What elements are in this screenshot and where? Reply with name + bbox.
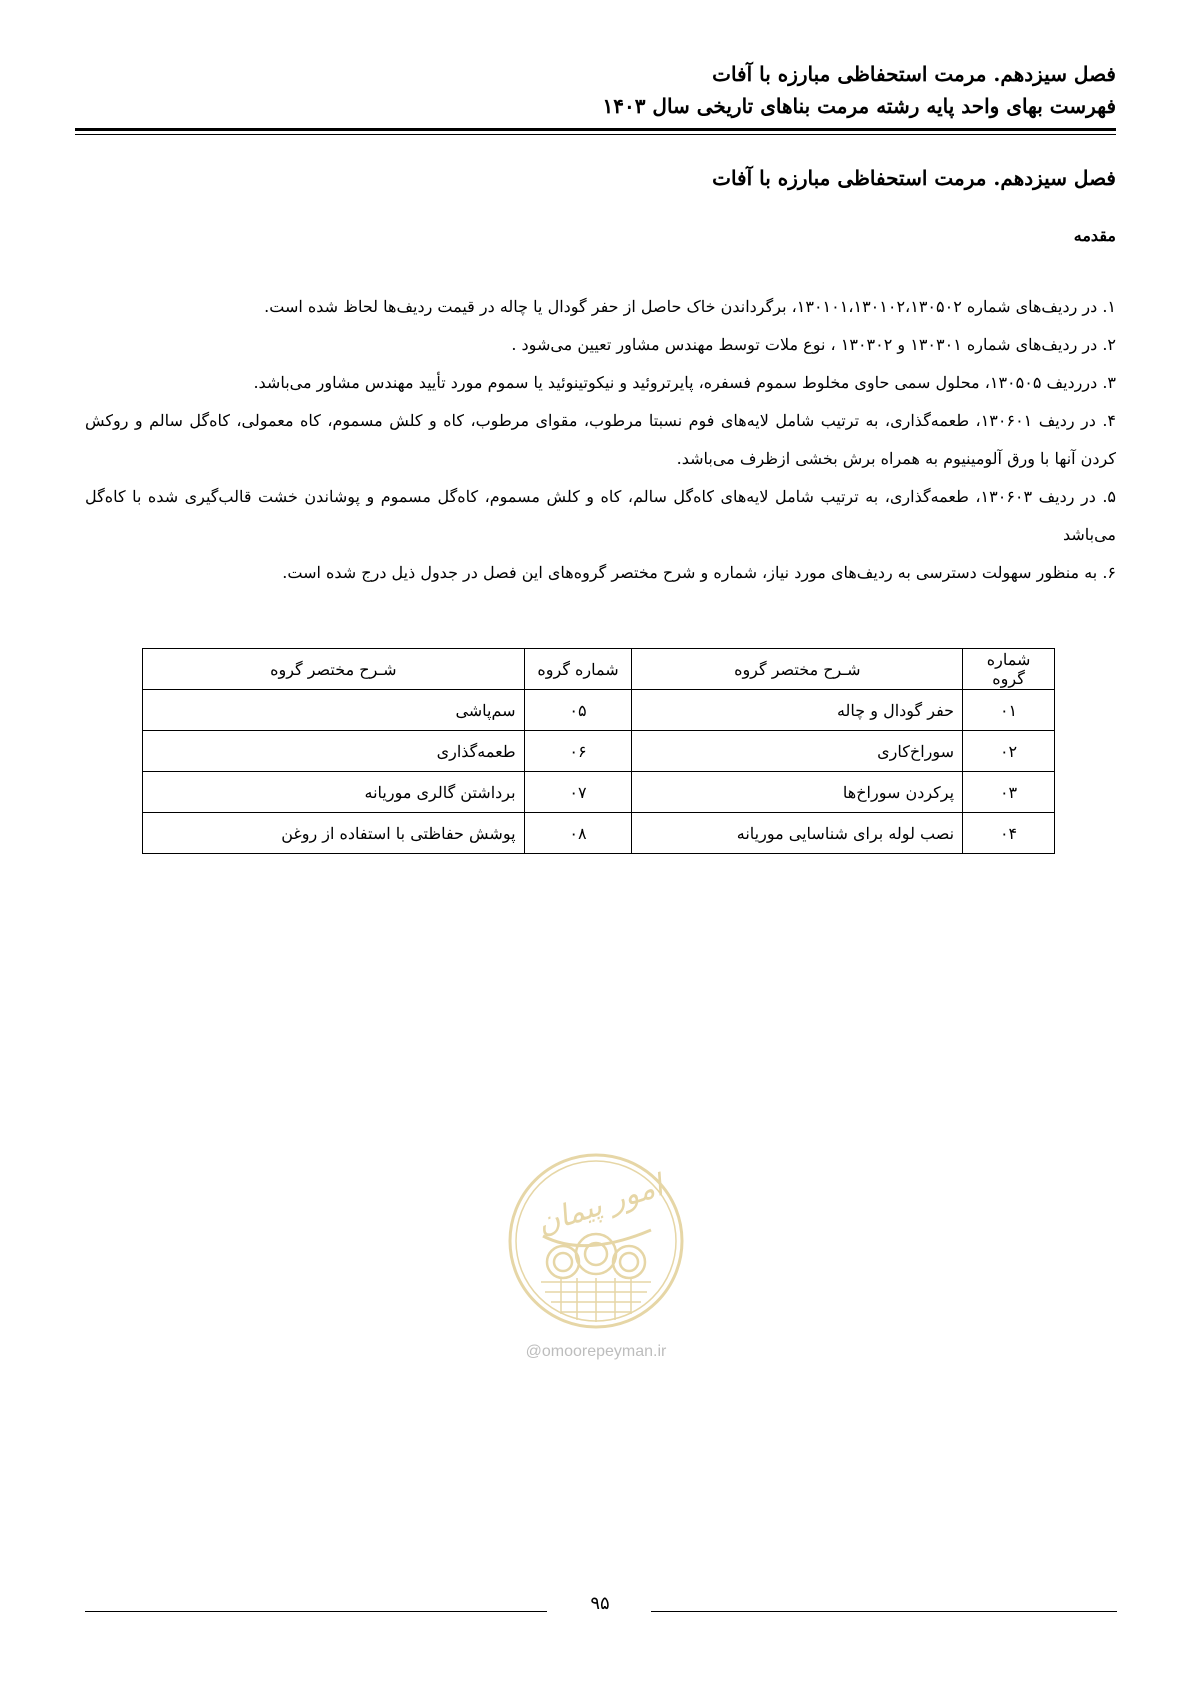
group-number-cell: ۰۶ xyxy=(524,731,632,772)
table-row xyxy=(143,772,1055,813)
header-chapter-title: فصل سیزدهم. مرمت استحفاظی مبارزه با آفات xyxy=(712,62,1116,86)
group-number-cell: ۰۴ xyxy=(963,813,1055,854)
notes-list xyxy=(85,288,1116,592)
section-title: فصل سیزدهم. مرمت استحفاظی مبارزه با آفات xyxy=(712,166,1116,190)
page-header xyxy=(75,58,1116,122)
group-description-cell: سوراخ‌کاری xyxy=(632,731,963,772)
group-description-cell: نصب لوله برای شناسایی موریانه xyxy=(632,813,963,854)
table-row xyxy=(143,731,1055,772)
footer-rule-left xyxy=(85,1611,547,1612)
group-number-cell: ۰۵ xyxy=(524,690,632,731)
group-number-cell: ۰۷ xyxy=(524,772,632,813)
table-row xyxy=(143,690,1055,731)
group-number-cell: ۰۳ xyxy=(963,772,1055,813)
note-item: ۴. در ردیف ۱۳۰۶۰۱، طعمه‌گذاری، به ترتیب شامل لایه‌های فوم نسبتا مرطوب، مقوای مرطوب، کاه و کلش مسموم، کاه معمولی، کاه‌گل سالم و روکش کردن آنها با ورق آلومینیوم به همراه برش بخشی ازظرف می‌باشد. xyxy=(85,411,1116,468)
group-description-cell: طعمه‌گذاری xyxy=(143,731,525,772)
note-item: ۶. به منظور سهولت دسترسی به ردیف‌های مورد نیاز، شماره و شرح مختصر گروه‌های این فصل در جدول ذیل درج شده است. xyxy=(282,563,1116,582)
note-item: ۵. در ردیف ۱۳۰۶۰۳، طعمه‌گذاری، به ترتیب شامل لایه‌های کاه‌گل سالم، کاه و کلش مسموم، کاه‌گل مسموم و پوشاندن خشت قالب‌گیری شده با کاه‌گل می‌باشد xyxy=(85,487,1116,544)
column-header-description: شـرح مختصر گروه xyxy=(632,649,963,690)
watermark-logo-icon xyxy=(505,1150,687,1332)
watermark-logo-text: امور پیمان xyxy=(532,1168,668,1242)
group-description-cell: حفر گودال و چاله xyxy=(632,690,963,731)
group-number-cell: ۰۸ xyxy=(524,813,632,854)
group-number-cell: ۰۱ xyxy=(963,690,1055,731)
header-price-list-title: فهرست بهای واحد پایه رشته مرمت بناهای تاریخی سال ۱۴۰۳ xyxy=(602,94,1116,118)
header-rule-thick xyxy=(75,128,1116,131)
table-row xyxy=(143,813,1055,854)
group-table xyxy=(142,648,1055,854)
note-item: ۲. در ردیف‌های شماره ۱۳۰۳۰۱ و ۱۳۰۳۰۲ ، نوع ملات توسط مهندس مشاور تعیین می‌شود . xyxy=(511,335,1116,354)
column-header-description: شـرح مختصر گروه xyxy=(143,649,525,690)
group-description-cell: پرکردن سوراخ‌ها xyxy=(632,772,963,813)
group-description-cell: برداشتن گالری موریانه xyxy=(143,772,525,813)
group-number-cell: ۰۲ xyxy=(963,731,1055,772)
note-item: ۱. در ردیف‌های شماره ۱۳۰۱۰۱،۱۳۰۱۰۲،۱۳۰۵۰۲، برگرداندن خاک حاصل از حفر گودال یا چاله در قیمت ردیف‌ها لحاظ شده است. xyxy=(264,297,1116,316)
intro-heading: مقدمه xyxy=(1073,226,1116,245)
footer-rule-right xyxy=(651,1611,1117,1612)
page-number: ۹۵ xyxy=(590,1593,610,1614)
group-description-cell: سم‌پاشی xyxy=(143,690,525,731)
table-header-row xyxy=(143,649,1055,690)
group-description-cell: پوشش حفاظتی با استفاده از روغن xyxy=(143,813,525,854)
column-header-group-number: شماره گروه xyxy=(524,649,632,690)
note-item: ۳. درردیف ۱۳۰۵۰۵، محلول سمی حاوی مخلوط سموم فسفره، پایرتروئید و نیکوتینوئید یا سموم مورد تأیید مهندس مشاور می‌باشد. xyxy=(253,373,1116,392)
header-rule-thin xyxy=(75,134,1116,135)
watermark-url: @omoorepeyman.ir xyxy=(525,1343,667,1360)
column-header-group-number: شماره گروه xyxy=(963,649,1055,690)
